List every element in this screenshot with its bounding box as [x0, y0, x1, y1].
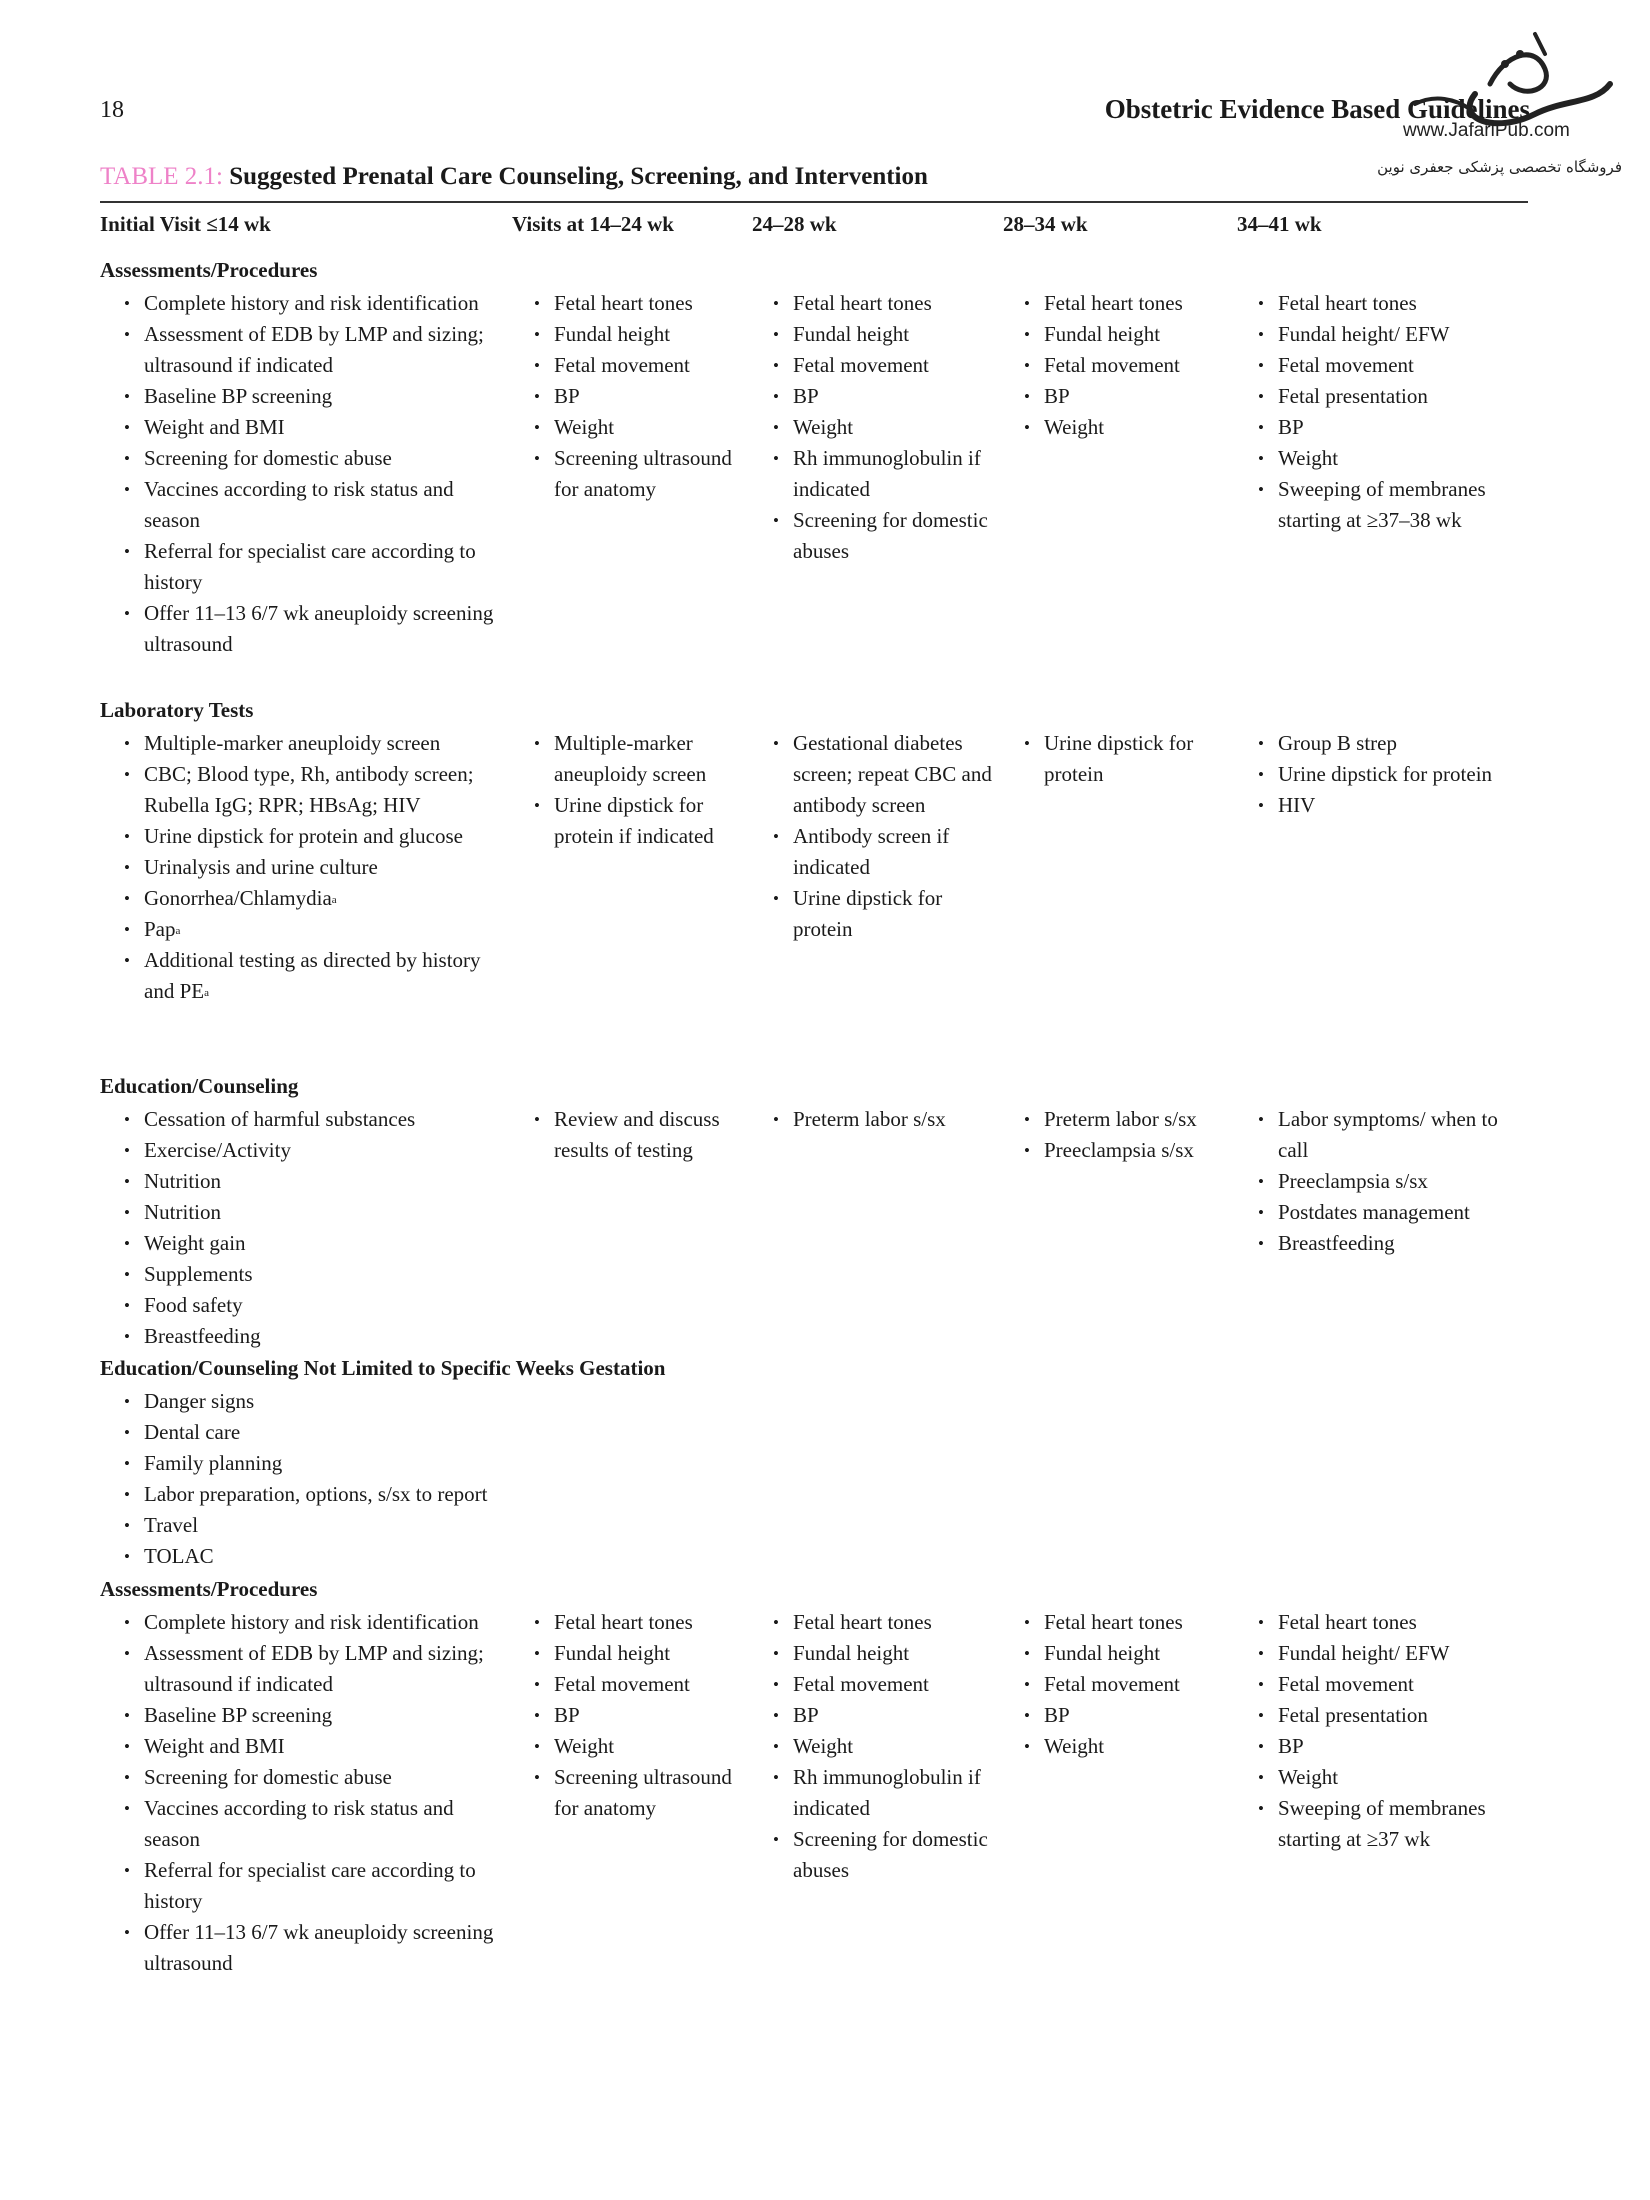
footnote-marker: a [204, 987, 209, 999]
assessments-28-34-list [1022, 288, 1237, 443]
assessments2-28-34-list [1022, 1607, 1237, 1762]
list-item: • BP [1022, 381, 1237, 412]
list-item: • BP [771, 381, 999, 412]
list-item: • Rh immunoglobulin if indicated [771, 443, 999, 505]
watermark-url: www.JafariPub.com [1403, 120, 1570, 141]
column-header-initial-visit: Initial Visit ≤14 wk [100, 212, 271, 236]
list-item: • Weight [532, 412, 747, 443]
list-item: • Referral for specialist care according to history [122, 1855, 510, 1917]
lab-14-24-list [532, 728, 747, 852]
list-item: • Fetal heart tones [1256, 1607, 1531, 1638]
assessments-initial-list [122, 288, 510, 660]
list-item: • Fetal heart tones [771, 1607, 999, 1638]
list-item: • Fetal heart tones [1022, 288, 1237, 319]
education-14-24-list [532, 1104, 747, 1166]
list-item: • Sweeping of membranes starting at ≥37–38 wk [1256, 474, 1531, 536]
column-header-34-41wk: 34–41 wk [1237, 212, 1322, 236]
list-item: • Weight [771, 412, 999, 443]
list-item: • Screening for domestic abuse [122, 443, 510, 474]
assessments-34-41-list [1256, 288, 1531, 536]
list-item: • Vaccines according to risk status and season [122, 1793, 510, 1855]
list-item: • Fetal presentation [1256, 1700, 1531, 1731]
section-title-assessments: Assessments/Procedures [100, 258, 318, 282]
list-item: • Weight [532, 1731, 747, 1762]
list-item: • HIV [1256, 790, 1531, 821]
list-item: • Fetal movement [771, 350, 999, 381]
assessments2-24-28-list [771, 1607, 999, 1886]
list-item: • Sweeping of membranes starting at ≥37 wk [1256, 1793, 1531, 1855]
list-item: • Screening for domestic abuses [771, 505, 999, 567]
list-item: • Cessation of harmful substances [122, 1104, 510, 1135]
list-item: • BP [532, 1700, 747, 1731]
page-number: 18 [100, 97, 124, 123]
list-item: • Breastfeeding [122, 1321, 510, 1352]
assessments-24-28-list [771, 288, 999, 567]
list-item: • Vaccines according to risk status and season [122, 474, 510, 536]
table-top-rule [100, 201, 1528, 203]
list-item: • Travel [122, 1510, 642, 1541]
list-item: • Weight [1022, 412, 1237, 443]
list-item [122, 945, 510, 1007]
list-item: • Preeclampsia s/sx [1256, 1166, 1531, 1197]
assessments2-14-24-list [532, 1607, 747, 1824]
list-item: • Weight [1256, 443, 1531, 474]
section-title-general-counseling: Education/Counseling Not Limited to Specific Weeks Gestation [100, 1356, 666, 1380]
list-item: • Multiple-marker aneuploidy screen [122, 728, 510, 759]
list-item: • Fundal height [1022, 319, 1237, 350]
list-item: • Rh immunoglobulin if indicated [771, 1762, 999, 1824]
section-title-laboratory-tests: Laboratory Tests [100, 698, 254, 722]
list-item: • Fetal heart tones [532, 1607, 747, 1638]
list-item: • Urine dipstick for protein if indicated [532, 790, 747, 852]
list-item: • TOLAC [122, 1541, 642, 1572]
list-item: • BP [1022, 1700, 1237, 1731]
list-item: • Breastfeeding [1256, 1228, 1531, 1259]
table-title: Suggested Prenatal Care Counseling, Screening, and Intervention [229, 163, 928, 190]
list-item: • Baseline BP screening [122, 1700, 510, 1731]
list-item: • Urine dipstick for protein and glucose [122, 821, 510, 852]
list-item: • Fetal heart tones [1256, 288, 1531, 319]
list-item: • Complete history and risk identification [122, 288, 510, 319]
list-item: • Fetal movement [1022, 1669, 1237, 1700]
education-initial-list [122, 1104, 510, 1352]
list-item: • Supplements [122, 1259, 510, 1290]
list-item: • Weight gain [122, 1228, 510, 1259]
list-item: • Danger signs [122, 1386, 642, 1417]
list-item-text: Pap [144, 917, 176, 941]
list-item: • Fetal movement [771, 1669, 999, 1700]
list-item: • Nutrition [122, 1197, 510, 1228]
list-item: • Preeclampsia s/sx [1022, 1135, 1237, 1166]
list-item: • Fetal presentation [1256, 381, 1531, 412]
list-item: • Fundal height [771, 1638, 999, 1669]
table-caption [100, 163, 928, 191]
column-header-28-34wk: 28–34 wk [1003, 212, 1088, 236]
list-item: • Weight and BMI [122, 1731, 510, 1762]
list-item: • Assessment of EDB by LMP and sizing; ultrasound if indicated [122, 319, 510, 381]
list-item: • Weight and BMI [122, 412, 510, 443]
list-item: • Labor preparation, options, s/sx to report [122, 1479, 642, 1510]
lab-initial-list [122, 728, 510, 1007]
list-item: • Fetal movement [532, 1669, 747, 1700]
list-item: • Weight [1022, 1731, 1237, 1762]
list-item: • Offer 11–13 6/7 wk aneuploidy screening ultrasound [122, 1917, 510, 1979]
list-item: • Gestational diabetes screen; repeat CBC and antibody screen [771, 728, 999, 821]
list-item: • Group B strep [1256, 728, 1531, 759]
list-item: • Urine dipstick for protein [1022, 728, 1237, 790]
list-item: • Family planning [122, 1448, 642, 1479]
watermark-tagline: فروشگاه تخصصی پزشکی جعفری نوین [1377, 158, 1622, 176]
list-item: • BP [1256, 412, 1531, 443]
list-item: • Referral for specialist care according to history [122, 536, 510, 598]
list-item: • BP [771, 1700, 999, 1731]
lab-24-28-list [771, 728, 999, 945]
list-item: • Preterm labor s/sx [771, 1104, 999, 1135]
list-item: • Fundal height [532, 319, 747, 350]
education-24-28-list [771, 1104, 999, 1135]
list-item: • Fetal heart tones [532, 288, 747, 319]
list-item: • Assessment of EDB by LMP and sizing; ultrasound if indicated [122, 1638, 510, 1700]
list-item: • Nutrition [122, 1166, 510, 1197]
list-item: • Labor symptoms/ when to call [1256, 1104, 1531, 1166]
list-item: • BP [532, 381, 747, 412]
list-item [122, 883, 510, 914]
list-item: • Screening ultrasound for anatomy [532, 1762, 747, 1824]
list-item: • Dental care [122, 1417, 642, 1448]
footnote-marker: a [331, 894, 337, 906]
list-item: • Screening for domestic abuse [122, 1762, 510, 1793]
column-header-14-24wk: Visits at 14–24 wk [512, 212, 674, 236]
lab-28-34-list [1022, 728, 1237, 790]
list-item: • BP [1256, 1731, 1531, 1762]
list-item: • Fundal height [771, 319, 999, 350]
assessments-14-24-list [532, 288, 747, 505]
table-label: TABLE 2.1: [100, 163, 223, 190]
list-item: • Screening for domestic abuses [771, 1824, 999, 1886]
general-counseling-list [122, 1386, 642, 1572]
list-item: • Fetal movement [1022, 350, 1237, 381]
lab-34-41-list [1256, 728, 1531, 821]
list-item: • Weight [1256, 1762, 1531, 1793]
list-item: • Review and discuss results of testing [532, 1104, 747, 1166]
list-item: • Preterm labor s/sx [1022, 1104, 1237, 1135]
list-item: • Exercise/Activity [122, 1135, 510, 1166]
list-item: • Urinalysis and urine culture [122, 852, 510, 883]
column-header-24-28wk: 24–28 wk [752, 212, 837, 236]
list-item: • Weight [771, 1731, 999, 1762]
list-item [122, 914, 510, 945]
education-34-41-list [1256, 1104, 1531, 1259]
list-item: • Multiple-marker aneuploidy screen [532, 728, 747, 790]
list-item: • Fetal movement [1256, 350, 1531, 381]
list-item: • Fetal heart tones [1022, 1607, 1237, 1638]
section-title-education: Education/Counseling [100, 1074, 299, 1098]
list-item: • Fetal movement [532, 350, 747, 381]
education-28-34-list [1022, 1104, 1237, 1166]
footnote-marker: a [175, 925, 181, 937]
list-item: • Urine dipstick for protein [1256, 759, 1531, 790]
list-item: • Urine dipstick for protein [771, 883, 999, 945]
list-item-text: Gonorrhea/Chlamydia [144, 886, 332, 910]
running-head: Obstetric Evidence Based Guidelines [1104, 94, 1530, 124]
list-item: • Baseline BP screening [122, 381, 510, 412]
list-item-text: Additional testing as directed by history and PE [144, 948, 481, 1003]
list-item: • Fundal height [1022, 1638, 1237, 1669]
list-item: • Food safety [122, 1290, 510, 1321]
list-item: • Fundal height/ EFW [1256, 1638, 1531, 1669]
list-item: • Antibody screen if indicated [771, 821, 999, 883]
section-title-assessments-repeat: Assessments/Procedures [100, 1577, 318, 1601]
list-item: • Fetal movement [1256, 1669, 1531, 1700]
list-item: • Fundal height [532, 1638, 747, 1669]
assessments2-initial-list [122, 1607, 510, 1979]
list-item: • Postdates management [1256, 1197, 1531, 1228]
assessments2-34-41-list [1256, 1607, 1531, 1855]
list-item: • Screening ultrasound for anatomy [532, 443, 747, 505]
list-item: • Fundal height/ EFW [1256, 319, 1531, 350]
list-item: • Offer 11–13 6/7 wk aneuploidy screening ultrasound [122, 598, 510, 660]
list-item: • CBC; Blood type, Rh, antibody screen; Rubella IgG; RPR; HBsAg; HIV [122, 759, 510, 821]
list-item: • Complete history and risk identification [122, 1607, 510, 1638]
list-item: • Fetal heart tones [771, 288, 999, 319]
